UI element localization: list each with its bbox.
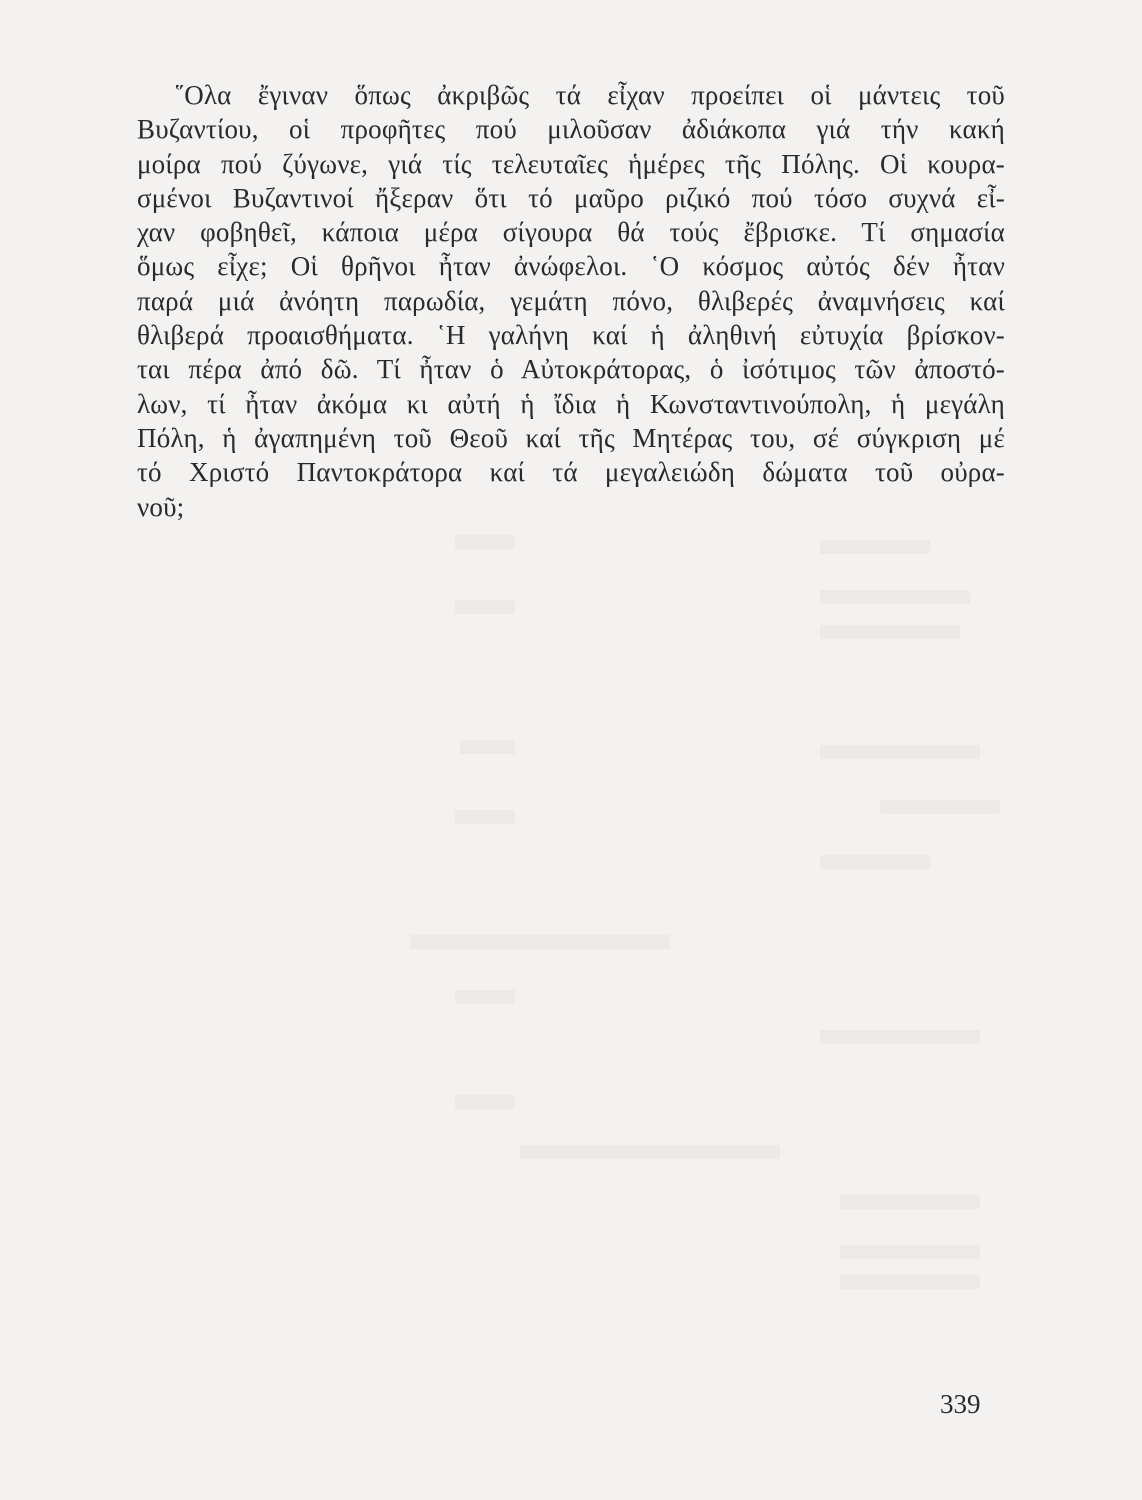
text-line: λων, τί ἦταν ἀκόμα κι αὐτή ἡ ἴδια ἡ Κωνσταντινούπολη, ἡ μεγάλη bbox=[137, 388, 1005, 419]
text-line: σμένοι Βυζαντινοί ἤξεραν ὅτι τό μαῦρο ριζικό πού τόσο συχνά εἶ- bbox=[137, 182, 1005, 213]
text-line: Βυζαντίου, οἱ προφῆτες πού μιλοῦσαν ἀδιάκοπα γιά τήν κακή bbox=[137, 114, 1005, 145]
text-line: θλιβερά προαισθήματα. ῾Η γαλήνη καί ἡ ἀληθινή εὐτυχία βρίσκον- bbox=[137, 320, 1005, 351]
text-line: τό Χριστό Παντοκράτορα καί τά μεγαλειώδη δώματα τοῦ οὐρα- bbox=[137, 457, 1005, 488]
text-line: Πόλη, ἡ ἀγαπημένη τοῦ Θεοῦ καί τῆς Μητέρας του, σέ σύγκριση μέ bbox=[137, 422, 1005, 453]
page-number: 339 bbox=[940, 1389, 981, 1419]
text-line: ὅμως εἶχε; Οἱ θρῆνοι ἦταν ἀνώφελοι. ῾Ο κόσμος αὐτός δέν ἦταν bbox=[137, 251, 1005, 282]
text-line: μοίρα πού ζύγωνε, γιά τίς τελευταῖες ἡμέρες τῆς Πόλης. Οἱ κουρα- bbox=[137, 148, 1005, 179]
text-line: ται πέρα ἀπό δῶ. Τί ἦταν ὁ Αὐτοκράτορας, ὁ ἰσότιμος τῶν ἀποστό- bbox=[137, 354, 1005, 385]
text-line: νοῦ; bbox=[137, 491, 185, 522]
text-line: παρά μιά ἀνόητη παρωδία, γεμάτη πόνο, θλιβερές ἀναμνήσεις καί bbox=[137, 285, 1005, 316]
body-paragraph bbox=[137, 78, 1005, 524]
text-line: ῞Ολα ἔγιναν ὅπως ἀκριβῶς τά εἶχαν προείπει οἱ μάντεις τοῦ bbox=[175, 80, 1005, 110]
text-line: χαν φοβηθεῖ, κάποια μέρα σίγουρα θά τούς ἔβρισκε. Τί σημασία bbox=[137, 217, 1005, 248]
